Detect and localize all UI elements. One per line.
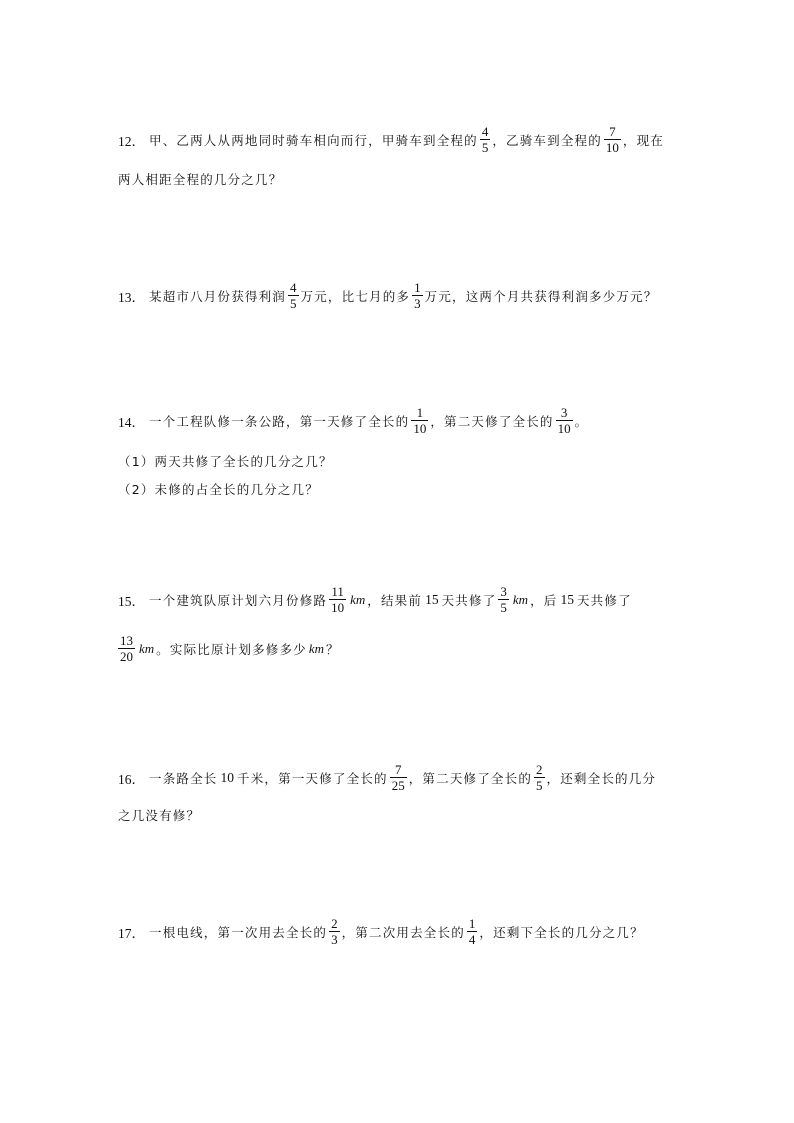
numerator: 1 <box>416 405 424 420</box>
question-text: ，第二天修了全长的 <box>430 413 554 429</box>
numerator: 1 <box>414 280 421 295</box>
fraction <box>467 916 478 947</box>
denominator: 20 <box>120 649 133 664</box>
question-text: ，还剩下全长的几分之几？ <box>479 924 644 940</box>
question-12-line-1 <box>118 124 664 155</box>
number: 10 <box>220 769 235 785</box>
question-text: 万元，比七月的多 <box>300 288 411 304</box>
denominator: 5 <box>536 778 543 793</box>
question-text: 一个工程队修一条公路，第一天修了全长的 <box>149 413 410 429</box>
question-text: ？ <box>326 641 340 657</box>
question-text: 。 <box>574 413 589 429</box>
question-text: 万元，这两个月共获得利润多少万元？ <box>424 288 658 304</box>
question-14-sub-2: （2）未修的占全长的几分之几？ <box>118 482 319 497</box>
question-number: 16． <box>118 771 145 787</box>
numerator: 4 <box>290 280 297 295</box>
question-text: 某超市八月份获得利润 <box>149 288 287 304</box>
question-text: ，第二次用去全长的 <box>341 924 465 940</box>
numerator: 1 <box>468 916 476 931</box>
fraction <box>118 633 135 664</box>
question-text: 一条路全长 <box>149 770 218 786</box>
question-number: 14． <box>118 414 145 430</box>
denominator: 10 <box>413 421 427 436</box>
question-17-line-1 <box>118 916 644 947</box>
fraction <box>534 762 545 793</box>
denominator: 3 <box>414 296 421 311</box>
question-15-line-1 <box>118 584 632 615</box>
question-14-line-1 <box>118 405 588 436</box>
number: 15 <box>425 591 439 607</box>
unit-km: km <box>350 591 366 607</box>
fraction <box>412 280 423 311</box>
question-text: ，乙骑车到全程的 <box>492 132 602 148</box>
fraction <box>288 280 299 311</box>
numerator: 7 <box>609 124 616 139</box>
numerator: 4 <box>481 124 489 139</box>
unit-km: km <box>139 640 155 656</box>
fraction <box>390 762 407 793</box>
question-13-line-1 <box>118 280 658 311</box>
fraction <box>604 124 621 155</box>
question-text: 天共修了 <box>576 592 632 608</box>
question-text: 。实际比原计划多修多少 <box>156 641 307 657</box>
numerator: 3 <box>500 584 507 599</box>
question-16-line-2: 之几没有修？ <box>118 808 201 823</box>
question-text: ，第二天修了全长的 <box>408 770 533 786</box>
denominator: 10 <box>605 140 619 155</box>
denominator: 25 <box>391 778 405 793</box>
fraction <box>329 916 340 947</box>
question-14-sub-1: （1）两天共修了全长的几分之几？ <box>118 454 333 469</box>
question-text: 一个建筑队原计划六月份修路 <box>149 592 328 608</box>
denominator: 5 <box>290 296 297 311</box>
question-text: ，还剩全长的几分 <box>546 770 657 786</box>
numerator: 7 <box>394 762 402 777</box>
question-15-line-2 <box>118 633 340 664</box>
numerator: 3 <box>560 405 568 420</box>
question-text: 天共修了 <box>441 592 497 608</box>
fraction <box>329 584 346 615</box>
denominator: 5 <box>481 140 489 155</box>
question-text: 甲、乙两人从两地同时骑车相向而行，甲骑车到全程的 <box>149 132 478 148</box>
numerator: 2 <box>536 762 543 777</box>
fraction <box>411 405 428 436</box>
number: 15 <box>560 591 574 607</box>
numerator: 2 <box>331 916 338 931</box>
denominator: 5 <box>500 600 507 615</box>
unit-km: km <box>512 591 529 607</box>
fraction <box>480 124 491 155</box>
denominator: 10 <box>331 600 345 615</box>
fraction <box>498 584 509 615</box>
denominator: 10 <box>557 421 571 436</box>
question-number: 12． <box>118 133 145 149</box>
question-12-line-2: 两人相距全程的几分之几？ <box>118 172 283 187</box>
unit-km: km <box>308 640 325 656</box>
question-text: 千米，第一天修了全长的 <box>237 770 388 786</box>
question-text: ，后 <box>530 592 558 608</box>
denominator: 4 <box>468 932 476 947</box>
question-text: ，结果前 <box>367 592 423 608</box>
question-number: 15． <box>118 593 145 609</box>
question-number: 17． <box>118 925 145 941</box>
denominator: 3 <box>331 932 338 947</box>
question-16-line-1 <box>118 762 656 793</box>
fraction <box>556 405 573 436</box>
question-text: 一根电线，第一次用去全长的 <box>149 924 328 940</box>
numerator: 13 <box>120 633 133 648</box>
numerator: 11 <box>331 584 344 599</box>
question-number: 13． <box>118 289 145 305</box>
question-text: ，现在 <box>622 132 665 148</box>
